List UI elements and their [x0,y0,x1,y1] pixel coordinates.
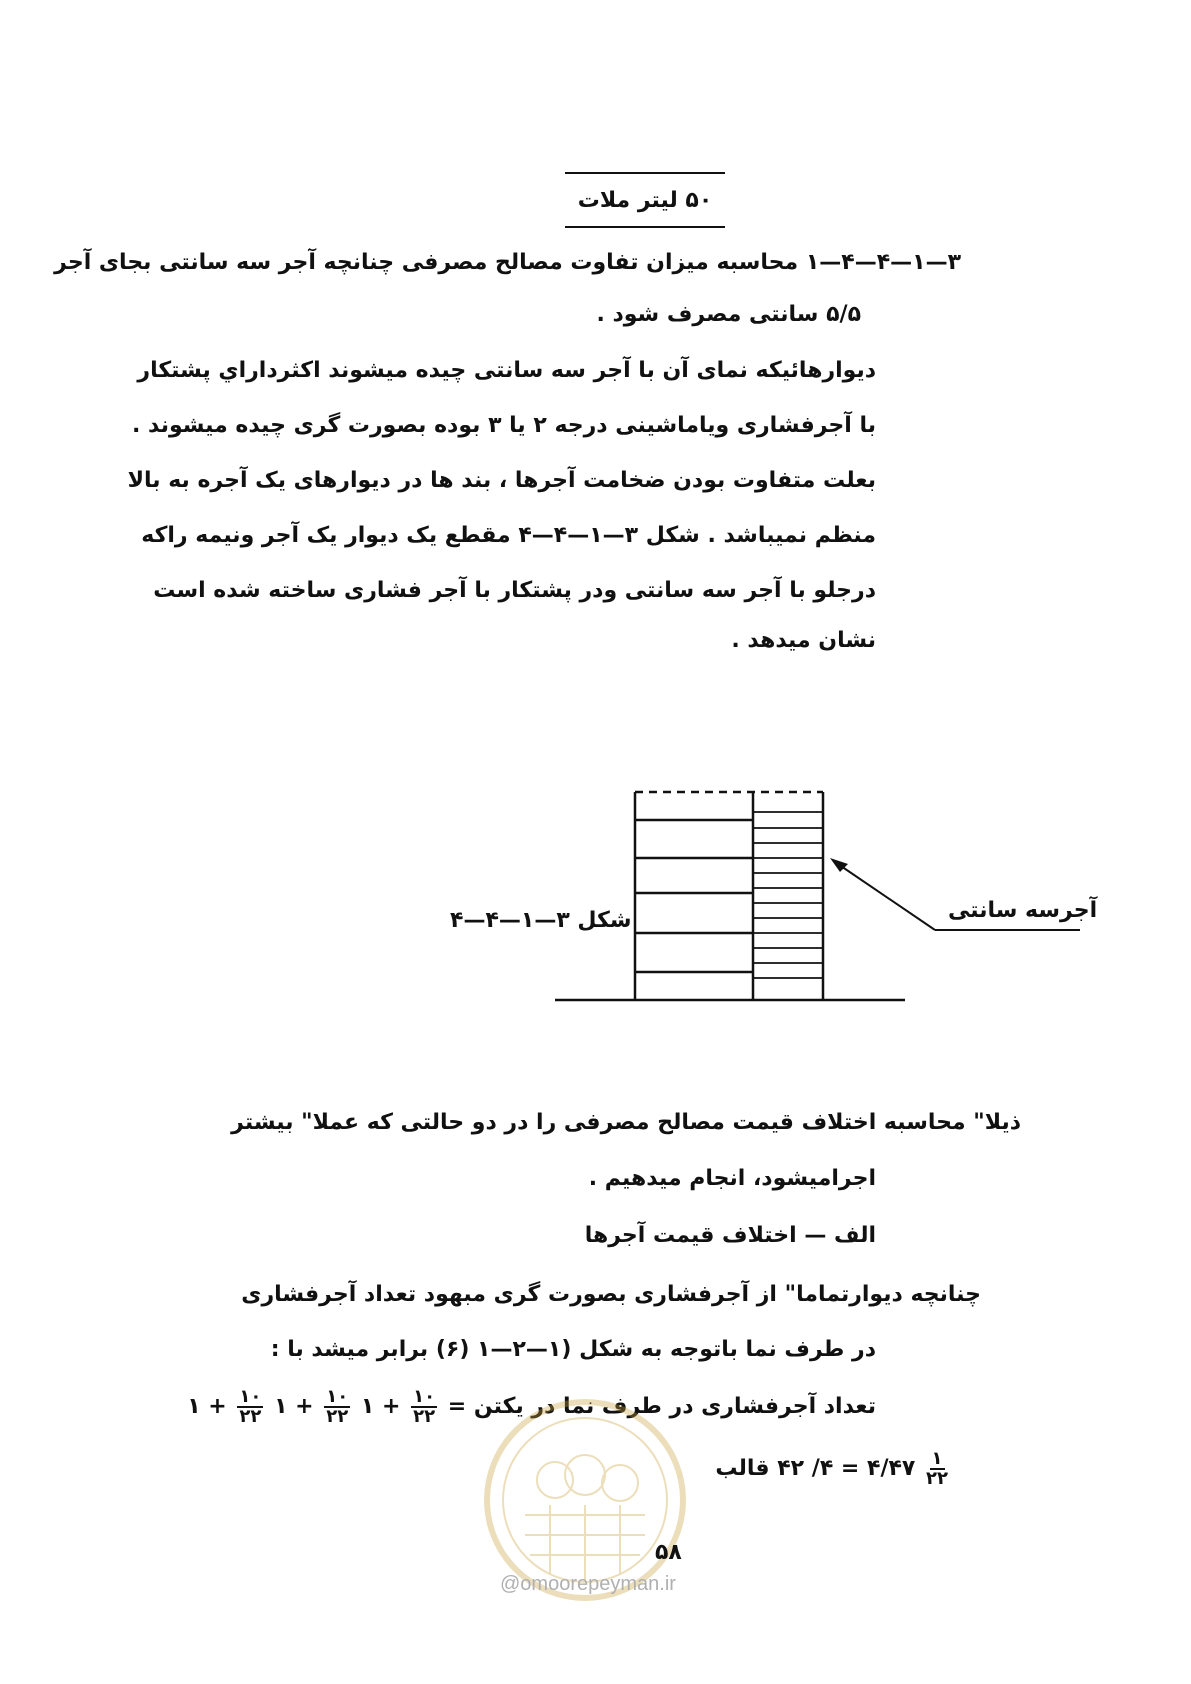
paragraph1-line-2: با آجرفشاری ویاماشینی درجه ۲ یا ۳ بوده بصورت گری چیده میشوند . [131,413,876,438]
paragraph2-line-1: ذیلا" محاسبه اختلاف قیمت مصالح مصرفی را در دو حالتی که عملا" بیشتر [231,1110,1021,1135]
formula-result-line [715,1450,951,1488]
formula-fraction-1: $\frac{۱۰}{۲۲}$ [413,1386,436,1427]
formula-lead: تعداد آجرفشاری در طرف نما در یکتن = [447,1394,876,1419]
paragraph1-line-6: نشان میدهد . [731,628,876,653]
paragraph3-line-1: چنانچه دیوارتماما" از آجرفشاری بصورت گری مبهود تعداد آجرفشاری [241,1282,981,1307]
section-title-line-2: ۵/۵ سانتی مصرف شود . [596,302,861,327]
section-title-line-1: ۳—۱—۴—۴—۱ محاسبه میزان تفاوت مصالح مصرفی چنانچه آجر سه سانتی بجای آجر [54,250,961,275]
figure-caption: شکل ۳—۱—۴—۴ [450,908,632,933]
paragraph1-line-4: منظم نمیباشد . شکل ۳—۱—۴—۴ مقطع یک دیوار یک آجر ونیمه راکه [141,523,876,548]
formula-fraction-3: $\frac{۱۰}{۲۲}$ [239,1386,262,1427]
heading-box: ۵۰ لیتر ملات [565,172,725,228]
backing-brick-courses [635,820,753,972]
formula-plus-one-3: + ۱ [187,1394,227,1419]
paragraph1-line-5: درجلو با آجر سه سانتی ودر پشتکار با آجر فشاری ساخته شده است [153,578,876,603]
paragraph2-line-2: اجرامیشود، انجام میدهیم . [588,1166,876,1191]
page-number: ۵۸ [655,1540,682,1565]
formula-plus-one-2: + ۱ [274,1394,314,1419]
subheading: الف — اختلاف قیمت آجرها [584,1223,876,1248]
formula-fraction-2: $\frac{۱۰}{۲۲}$ [326,1386,349,1427]
paragraph1-line-3: بعلت متفاوت بودن ضخامت آجرها ، بند ها در دیوارهای یک آجره به بالا [127,468,876,493]
formula-result: ۴/۴۷ = ۴/ ۴۲ قالب [715,1456,916,1481]
paragraph1-line-1: دیوارهائیکه نمای آن با آجر سه سانتی چیده میشوند اکثرداراي پشتکار [137,358,876,383]
formula-fraction-4: $\frac{۱}{۲۲}$ [926,1448,948,1489]
formula-plus-one-1: + ۱ [360,1394,401,1419]
watermark-url: @omoorepeyman.ir [500,1573,676,1595]
facing-brick-courses [753,812,823,978]
figure-label: آجرسه سانتی [948,898,1098,923]
paragraph3-line-2: در طرف نما باتوجه به شکل (۱—۲—۱ (۶) برابر میشد با : [270,1337,876,1362]
